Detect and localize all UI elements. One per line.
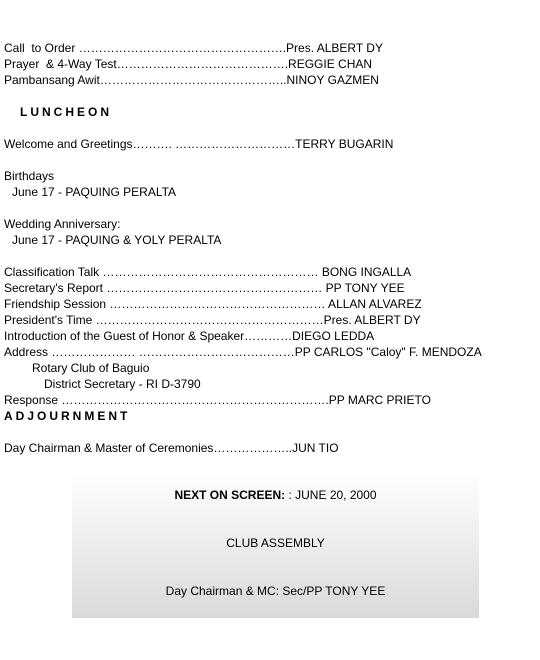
birthdays-label: Birthdays bbox=[4, 169, 55, 183]
luncheon-heading: LUNCHEON bbox=[20, 105, 112, 119]
program-line-anthem: Pambansang Awit………………………………………..NINOY GAZMEN bbox=[4, 73, 379, 87]
anniversary-entry: June 17 - PAQUING & YOLY PERALTA bbox=[12, 233, 222, 247]
program-line-president: President's Time …………………………………………………Pres. ALBERT DY bbox=[4, 313, 421, 327]
address-club: Rotary Club of Baguio bbox=[32, 361, 150, 375]
program-line-friendship: Friendship Session ……………………………………………… ALLAN ALVAREZ bbox=[4, 297, 422, 311]
adjournment-heading: ADJOURNMENT bbox=[4, 409, 131, 423]
next-on-screen-label: NEXT ON SCREEN: bbox=[174, 488, 286, 502]
program-line-secretary: Secretary's Report ……………………………………………… PP TONY YEE bbox=[4, 281, 405, 295]
meeting-program bbox=[4, 40, 536, 456]
spacer bbox=[4, 200, 536, 216]
program-line-call-to-order: Call to Order …………………………………………….Pres. ALBERT DY bbox=[4, 41, 383, 55]
spacer bbox=[4, 424, 536, 440]
spacer bbox=[4, 120, 536, 136]
anniversary-label: Wedding Anniversary: bbox=[4, 217, 121, 231]
next-event: CLUB ASSEMBLY bbox=[226, 536, 325, 550]
next-on-screen-date: : JUNE 20, 2000 bbox=[285, 488, 377, 502]
program-line-introduction: Introduction of the Guest of Honor & Speaker…………DIEGO LEDDA bbox=[4, 329, 375, 343]
program-line-prayer: Prayer & 4-Way Test…………………………………….REGGIE CHAN bbox=[4, 57, 373, 71]
next-chairman: Day Chairman & MC: Sec/PP TONY YEE bbox=[165, 584, 386, 598]
next-on-screen-heading bbox=[72, 487, 479, 503]
program-line-day-chairman: Day Chairman & Master of Ceremonies………………..JUN TIO bbox=[4, 441, 339, 455]
spacer bbox=[4, 248, 536, 264]
spacer bbox=[4, 88, 536, 104]
birthdays-entry: June 17 - PAQUING PERALTA bbox=[12, 185, 177, 199]
spacer bbox=[4, 152, 536, 168]
program-line-classification: Classification Talk ……………………………………………… BONG INGALLA bbox=[4, 265, 412, 279]
address-district: District Secretary - RI D-3790 bbox=[44, 377, 201, 391]
program-line-response: Response ………………………………………………………….PP MARC PRIETO bbox=[4, 393, 431, 407]
next-on-screen-panel bbox=[72, 472, 479, 618]
program-line-address: Address ………………… …………………………………PP CARLOS "Caloy" F. MENDOZA bbox=[4, 345, 482, 359]
program-line-welcome: Welcome and Greetings………. …………………………TERRY BUGARIN bbox=[4, 137, 394, 151]
